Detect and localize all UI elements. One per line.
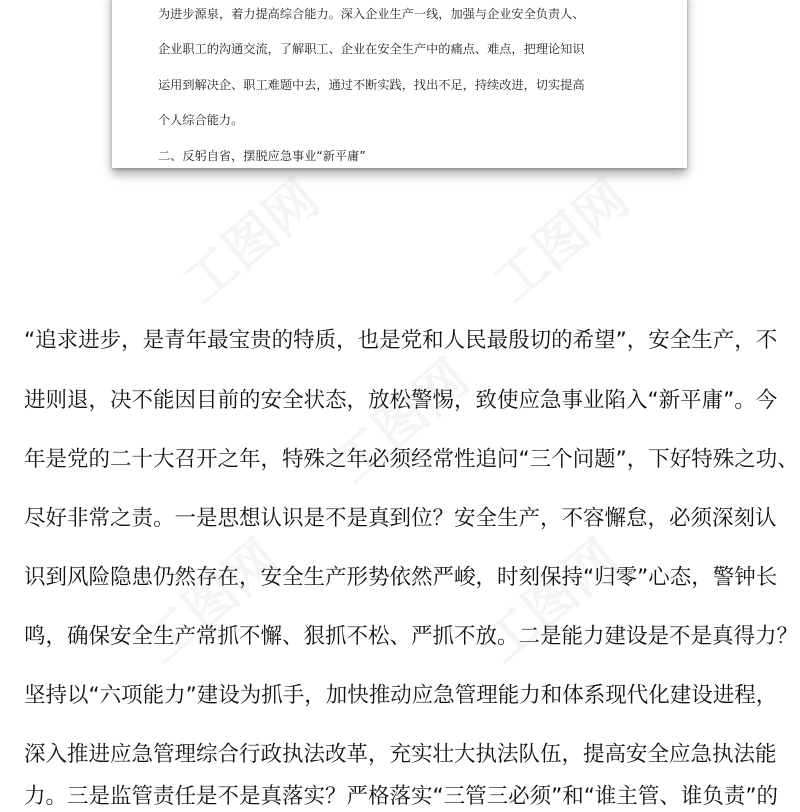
body-text-line: 识到风险隐患仍然存在，安全生产形势依然严峻，时刻保持“归零”心态，警钟长 [24,565,778,590]
body-text-line: “追求进步，是青年最宝贵的特质，也是党和人民最殷切的希望”，安全生产，不 [24,328,778,353]
watermark [464,519,632,677]
body-text-line: 尽好非常之责。一是思想认识是不是真到位？安全生产，不容懈怠，必须深刻认 [24,506,777,531]
body-text-line: 进则退，决不能因目前的安全状态，放松警惕，致使应急事业陷入“新平庸”。今 [24,388,778,413]
watermark [474,159,642,317]
body-text-line: 坚持以“六项能力”建设为抓手，加快推动应急管理能力和体系现代化建设进程， [24,683,778,708]
card-text-line: 企业职工的沟通交流，了解职工、企业在安全生产中的痛点、难点，把理论知识 [158,42,585,56]
body-text-line: 年是党的二十大召开之年，特殊之年必须经常性追问“三个问题”，下好特殊之功、 [24,447,799,472]
body-text-line: 深入推进应急管理综合行政执法改革，充实壮大执法队伍，提高安全应急执法能 [24,742,777,767]
body-text-line: 鸣，确保安全生产常抓不懈、狠抓不松、严抓不放。二是能力建设是不是真得力？ [24,624,799,649]
watermark [164,159,332,317]
card-text-line: 运用到解决企、职工难题中去，通过不断实践，找出不足，持续改进，切实提高 [158,78,585,92]
document-preview-card [112,0,687,168]
body-text-line: 力。三是监管责任是不是真落实？严格落实“三管三必须”和“谁主管、谁负责”的 [24,784,779,809]
watermark [124,519,292,677]
card-heading: 二、反躬自省，摆脱应急事业“新平庸” [158,149,366,163]
card-text-line: 个人综合能力。 [158,113,244,127]
card-text-line: 为进步源泉，着力提高综合能力。深入企业生产一线，加强与企业安全负责人、 [158,7,585,21]
